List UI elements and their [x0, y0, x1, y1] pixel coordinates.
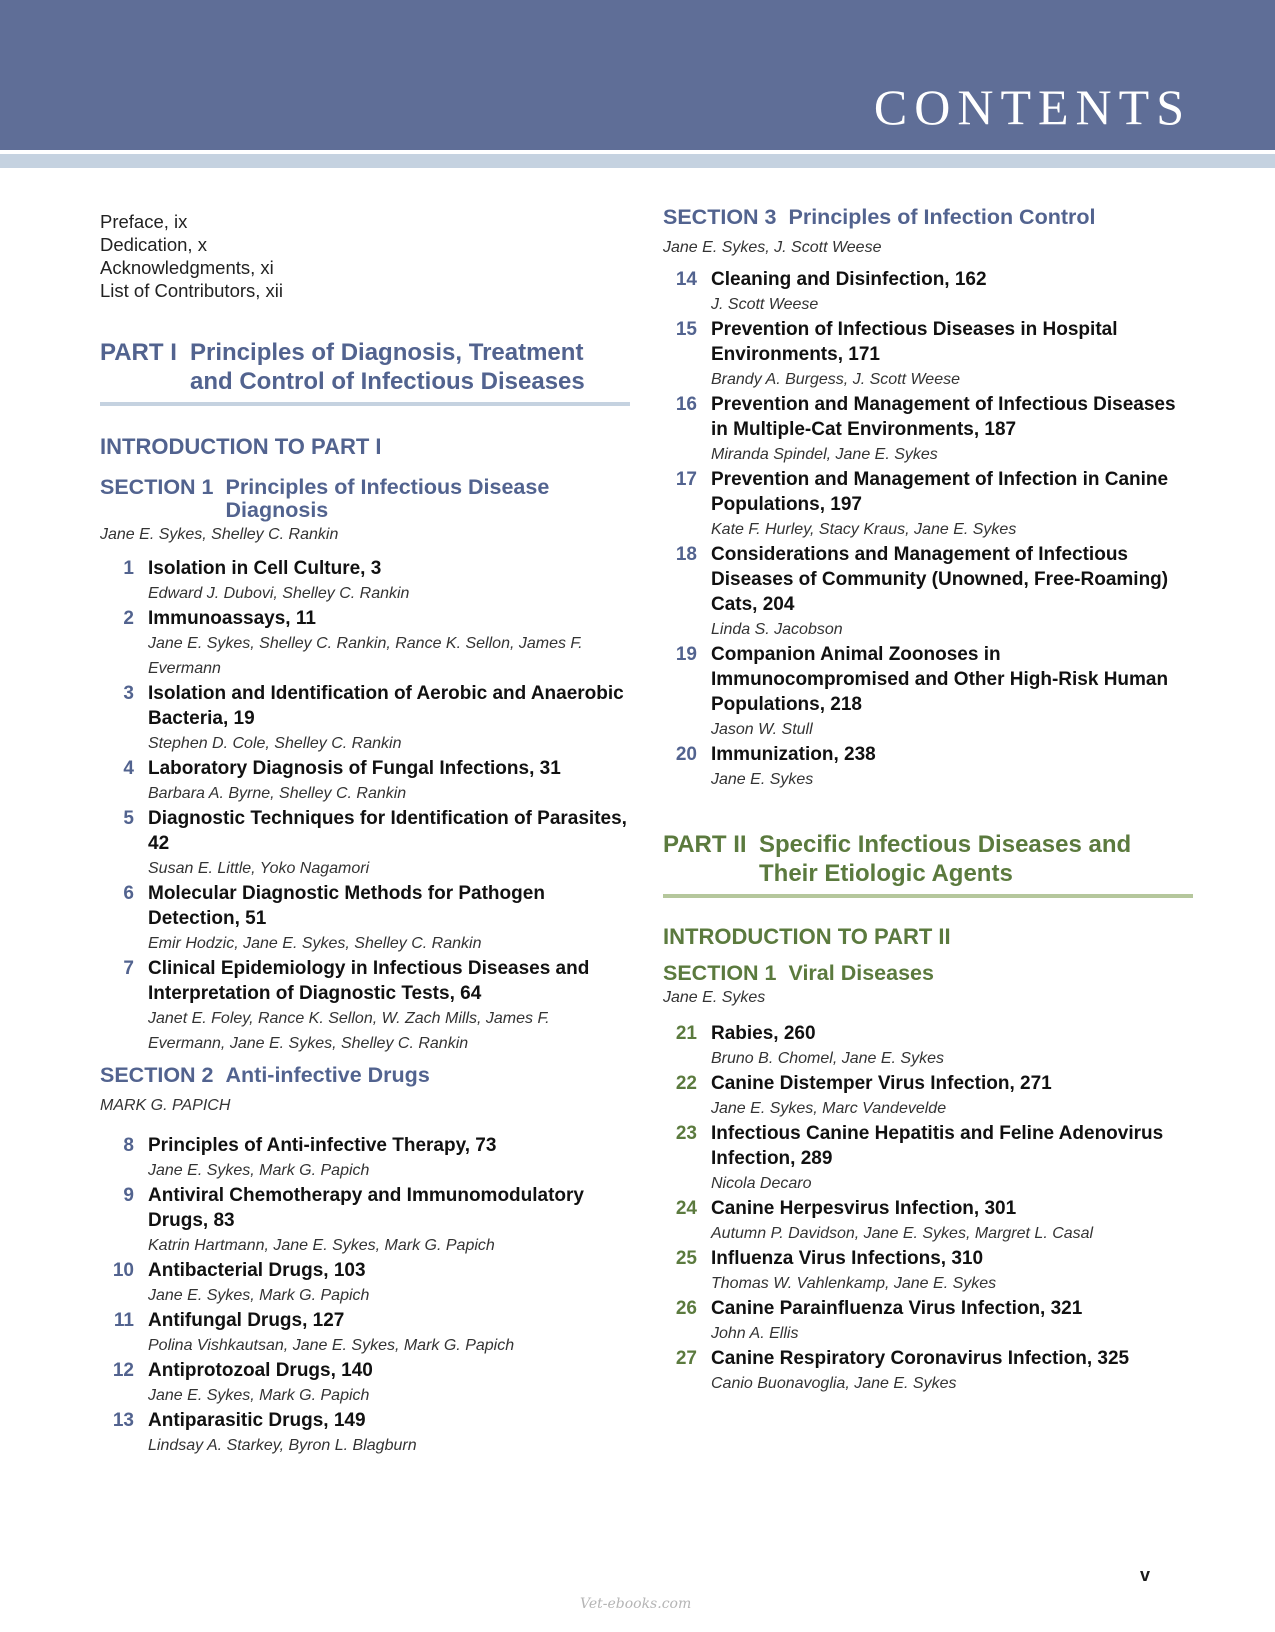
chapter-number: 13 — [112, 1410, 134, 1431]
chapter-number: 22 — [675, 1073, 697, 1094]
chapter-entry[interactable] — [663, 317, 1193, 392]
chapter-body — [711, 392, 1193, 467]
chapter-number: 14 — [675, 269, 697, 290]
part-introduction[interactable]: INTRODUCTION TO PART I — [100, 434, 382, 459]
chapter-title[interactable]: Canine Herpesvirus Infection, 301 — [711, 1198, 1017, 1219]
chapter-number: 9 — [123, 1185, 134, 1206]
front-matter-item[interactable]: Dedication, x — [100, 234, 207, 255]
part-heading — [100, 338, 630, 406]
chapter-title[interactable]: Canine Distemper Virus Infection, 271 — [711, 1073, 1052, 1094]
chapter-authors: Bruno B. Chomel, Jane E. Sykes — [711, 1050, 944, 1067]
chapter-authors: Janet E. Foley, Rance K. Sellon, W. Zach Mills, James F. Evermann, Jane E. Sykes, Shelley C. Rankin — [148, 1010, 550, 1052]
section-label: SECTION 1 — [100, 475, 214, 499]
section-title[interactable]: Viral Diseases — [788, 961, 934, 985]
chapter-body — [711, 467, 1193, 542]
chapter-number: 24 — [675, 1198, 697, 1219]
chapter-list — [100, 1133, 630, 1458]
chapter-body — [711, 1121, 1193, 1196]
chapter-title[interactable]: Prevention of Infectious Diseases in Hospital Environments, 171 — [711, 319, 1118, 365]
header-banner — [0, 0, 1275, 150]
chapter-authors: John A. Ellis — [711, 1325, 799, 1342]
chapter-number: 19 — [675, 644, 697, 665]
chapter-title[interactable]: Immunoassays, 11 — [148, 608, 316, 629]
chapter-body — [711, 1346, 1193, 1396]
chapter-body — [148, 1358, 630, 1408]
chapter-body — [148, 1258, 630, 1308]
chapter-title[interactable]: Clinical Epidemiology in Infectious Diseases and Interpretation of Diagnostic Tests, 64 — [148, 958, 590, 1004]
part-title[interactable]: Principles of Diagnosis, Treatment and Control of Infectious Diseases — [190, 339, 585, 395]
chapter-number: 17 — [675, 469, 697, 490]
chapter-number: 23 — [675, 1123, 697, 1144]
chapter-number: 4 — [123, 758, 134, 779]
chapter-title[interactable]: Infectious Canine Hepatitis and Feline Adenovirus Infection, 289 — [711, 1123, 1164, 1169]
section-heading — [663, 206, 1193, 229]
chapter-entry[interactable] — [663, 1121, 1193, 1196]
chapter-body — [148, 806, 630, 881]
header-stripe — [0, 154, 1275, 168]
front-matter-item[interactable]: Acknowledgments, xi — [100, 257, 274, 278]
chapter-title[interactable]: Molecular Diagnostic Methods for Pathogen Detection, 51 — [148, 883, 545, 929]
page-title: CONTENTS — [873, 79, 1191, 135]
chapter-entry[interactable] — [663, 1021, 1193, 1071]
chapter-title[interactable]: Canine Parainfluenza Virus Infection, 321 — [711, 1298, 1083, 1319]
chapter-title[interactable]: Antibacterial Drugs, 103 — [148, 1260, 366, 1281]
section-label: SECTION 3 — [663, 205, 777, 229]
chapter-title[interactable]: Isolation and Identification of Aerobic and Anaerobic Bacteria, 19 — [148, 683, 624, 729]
section-title[interactable]: Principles of Infection Control — [788, 205, 1096, 229]
chapter-number: 15 — [675, 319, 697, 340]
chapter-entry[interactable] — [663, 1296, 1193, 1346]
chapter-entry[interactable] — [663, 742, 1193, 792]
chapter-entry[interactable] — [663, 1196, 1193, 1246]
section-authors: MARK G. PAPICH — [100, 1097, 231, 1114]
chapter-authors: Stephen D. Cole, Shelley C. Rankin — [148, 735, 402, 752]
chapter-body — [711, 1071, 1193, 1121]
chapter-title[interactable]: Diagnostic Techniques for Identification of Parasites, 42 — [148, 808, 627, 854]
chapter-number: 7 — [123, 958, 134, 979]
chapter-entry[interactable] — [100, 756, 630, 806]
chapter-body — [148, 556, 630, 606]
chapter-number: 10 — [112, 1260, 134, 1281]
chapter-number: 5 — [123, 808, 134, 829]
chapter-number: 16 — [675, 394, 697, 415]
chapter-title[interactable]: Companion Animal Zoonoses in Immunocompromised and Other High-Risk Human Populations, 218 — [711, 644, 1169, 715]
front-matter-item[interactable]: List of Contributors, xii — [100, 280, 284, 301]
chapter-authors: Barbara A. Byrne, Shelley C. Rankin — [148, 785, 407, 802]
chapter-authors: Jane E. Sykes, Mark G. Papich — [148, 1287, 370, 1304]
chapter-authors: Jane E. Sykes, Marc Vandevelde — [711, 1100, 947, 1117]
chapter-authors: Jane E. Sykes, Mark G. Papich — [148, 1387, 370, 1404]
part-label: PART I — [100, 339, 177, 366]
section-heading — [100, 1064, 630, 1087]
chapter-authors: J. Scott Weese — [711, 296, 819, 313]
chapter-entry[interactable] — [663, 392, 1193, 467]
chapter-title[interactable]: Canine Respiratory Coronavirus Infection, 325 — [711, 1348, 1130, 1369]
chapter-title[interactable]: Prevention and Management of Infection in Canine Populations, 197 — [711, 469, 1169, 515]
chapter-number: 11 — [113, 1310, 134, 1331]
chapter-title[interactable]: Antiviral Chemotherapy and Immunomodulatory Drugs, 83 — [148, 1185, 584, 1231]
chapter-body — [148, 606, 630, 681]
chapter-body — [148, 1408, 630, 1458]
chapter-authors: Canio Buonavoglia, Jane E. Sykes — [711, 1375, 957, 1392]
chapter-body — [711, 642, 1193, 742]
chapter-entry[interactable] — [100, 1258, 630, 1308]
chapter-entry[interactable] — [100, 806, 630, 881]
chapter-entry[interactable] — [663, 467, 1193, 542]
chapter-authors: Jason W. Stull — [711, 721, 813, 738]
chapter-body — [148, 1183, 630, 1258]
chapter-title[interactable]: Isolation in Cell Culture, 3 — [148, 558, 382, 579]
chapter-body — [711, 267, 1193, 317]
section-title[interactable]: Anti-infective Drugs — [225, 1063, 430, 1087]
chapter-number: 1 — [123, 558, 134, 579]
chapter-entry[interactable] — [663, 642, 1193, 742]
chapter-entry[interactable] — [100, 956, 630, 1056]
section-title[interactable]: Principles of Infectious Disease Diagnosis — [225, 475, 550, 522]
chapter-authors: Thomas W. Vahlenkamp, Jane E. Sykes — [711, 1275, 997, 1292]
chapter-entry[interactable] — [663, 1346, 1193, 1396]
chapter-authors: Linda S. Jacobson — [711, 621, 843, 638]
chapter-title[interactable]: Antifungal Drugs, 127 — [148, 1310, 345, 1331]
chapter-body — [711, 542, 1193, 642]
part-title[interactable]: Specific Infectious Diseases and Their Etiologic Agents — [759, 831, 1132, 887]
chapter-body — [711, 1021, 1193, 1071]
front-matter-list — [100, 210, 630, 302]
chapter-authors: Autumn P. Davidson, Jane E. Sykes, Margret L. Casal — [711, 1225, 1094, 1242]
chapter-entry[interactable] — [100, 1183, 630, 1258]
chapter-body — [711, 1296, 1193, 1346]
chapter-authors: Nicola Decaro — [711, 1175, 812, 1192]
chapter-entry[interactable] — [100, 1133, 630, 1183]
chapter-title[interactable]: Rabies, 260 — [711, 1023, 816, 1044]
chapter-title[interactable]: Cleaning and Disinfection, 162 — [711, 269, 987, 290]
left-column — [100, 210, 630, 1458]
chapter-body — [711, 742, 1193, 792]
chapter-body — [148, 1308, 630, 1358]
chapter-title[interactable]: Antiprotozoal Drugs, 140 — [148, 1360, 373, 1381]
part-heading — [663, 830, 1193, 898]
chapter-authors: Brandy A. Burgess, J. Scott Weese — [711, 371, 960, 388]
chapter-authors: Jane E. Sykes, Mark G. Papich — [148, 1162, 370, 1179]
chapter-authors: Jane E. Sykes — [711, 771, 814, 788]
chapter-body — [711, 317, 1193, 392]
chapter-entry[interactable] — [663, 267, 1193, 317]
chapter-title[interactable]: Antiparasitic Drugs, 149 — [148, 1410, 366, 1431]
section-authors: Jane E. Sykes, J. Scott Weese — [663, 239, 882, 256]
chapter-entry[interactable] — [100, 1308, 630, 1358]
chapter-number: 6 — [123, 883, 134, 904]
chapter-entry[interactable] — [100, 681, 630, 756]
chapter-body — [148, 1133, 630, 1183]
chapter-title[interactable]: Prevention and Management of Infectious Diseases in Multiple-Cat Environments, 187 — [711, 394, 1176, 440]
chapter-authors: Susan E. Little, Yoko Nagamori — [148, 860, 370, 877]
chapter-title[interactable]: Influenza Virus Infections, 310 — [711, 1248, 984, 1269]
chapter-body — [711, 1196, 1193, 1246]
chapter-body — [148, 956, 630, 1056]
chapter-list — [100, 556, 630, 1056]
section-label: SECTION 1 — [663, 961, 777, 985]
chapter-authors: Lindsay A. Starkey, Byron L. Blagburn — [148, 1437, 417, 1454]
section-authors: Jane E. Sykes — [663, 989, 766, 1006]
chapter-authors: Kate F. Hurley, Stacy Kraus, Jane E. Sykes — [711, 521, 1017, 538]
chapter-body — [711, 1246, 1193, 1296]
chapter-authors: Katrin Hartmann, Jane E. Sykes, Mark G. Papich — [148, 1237, 495, 1254]
chapter-body — [148, 881, 630, 956]
part-introduction[interactable]: INTRODUCTION TO PART II — [663, 924, 951, 949]
chapter-authors: Emir Hodzic, Jane E. Sykes, Shelley C. Rankin — [148, 935, 482, 952]
chapter-authors: Polina Vishkautsan, Jane E. Sykes, Mark G. Papich — [148, 1337, 515, 1354]
chapter-entry[interactable] — [100, 556, 630, 606]
chapter-number: 8 — [123, 1135, 134, 1156]
section-heading — [663, 962, 1193, 985]
chapter-number: 20 — [675, 744, 697, 765]
right-column — [663, 206, 1193, 1396]
chapter-entry[interactable] — [100, 1358, 630, 1408]
chapter-number: 12 — [112, 1360, 134, 1381]
chapter-number: 18 — [675, 544, 697, 565]
chapter-title[interactable]: Laboratory Diagnosis of Fungal Infections, 31 — [148, 758, 561, 779]
chapter-number: 25 — [675, 1248, 697, 1269]
chapter-number: 27 — [675, 1348, 697, 1369]
chapter-entry[interactable] — [663, 542, 1193, 642]
chapter-body — [148, 681, 630, 756]
chapter-number: 21 — [675, 1023, 697, 1044]
watermark: Vet-ebooks.com — [580, 1596, 692, 1612]
chapter-title[interactable]: Immunization, 238 — [711, 744, 876, 765]
chapter-number: 3 — [123, 683, 134, 704]
chapter-entry[interactable] — [100, 881, 630, 956]
part-label: PART II — [663, 831, 747, 858]
front-matter-item[interactable]: Preface, ix — [100, 211, 188, 232]
chapter-entry[interactable] — [663, 1071, 1193, 1121]
chapter-entry[interactable] — [663, 1246, 1193, 1296]
page-number: v — [1139, 1565, 1150, 1585]
chapter-list — [663, 1021, 1193, 1396]
chapter-list — [663, 267, 1193, 792]
chapter-number: 26 — [675, 1298, 697, 1319]
chapter-authors: Miranda Spindel, Jane E. Sykes — [711, 446, 938, 463]
chapter-title[interactable]: Considerations and Management of Infectious Diseases of Community (Unowned, Free-Roaming) Cats, 204 — [711, 544, 1169, 615]
chapter-entry[interactable] — [100, 1408, 630, 1458]
chapter-entry[interactable] — [100, 606, 630, 681]
section-label: SECTION 2 — [100, 1063, 214, 1087]
chapter-authors: Jane E. Sykes, Shelley C. Rankin, Rance K. Sellon, James F. Evermann — [148, 635, 583, 677]
chapter-title[interactable]: Principles of Anti-infective Therapy, 73 — [148, 1135, 497, 1156]
chapter-number: 2 — [123, 608, 134, 629]
section-heading — [100, 476, 630, 522]
section-authors: Jane E. Sykes, Shelley C. Rankin — [100, 526, 339, 543]
chapter-authors: Edward J. Dubovi, Shelley C. Rankin — [148, 585, 410, 602]
chapter-body — [148, 756, 630, 806]
